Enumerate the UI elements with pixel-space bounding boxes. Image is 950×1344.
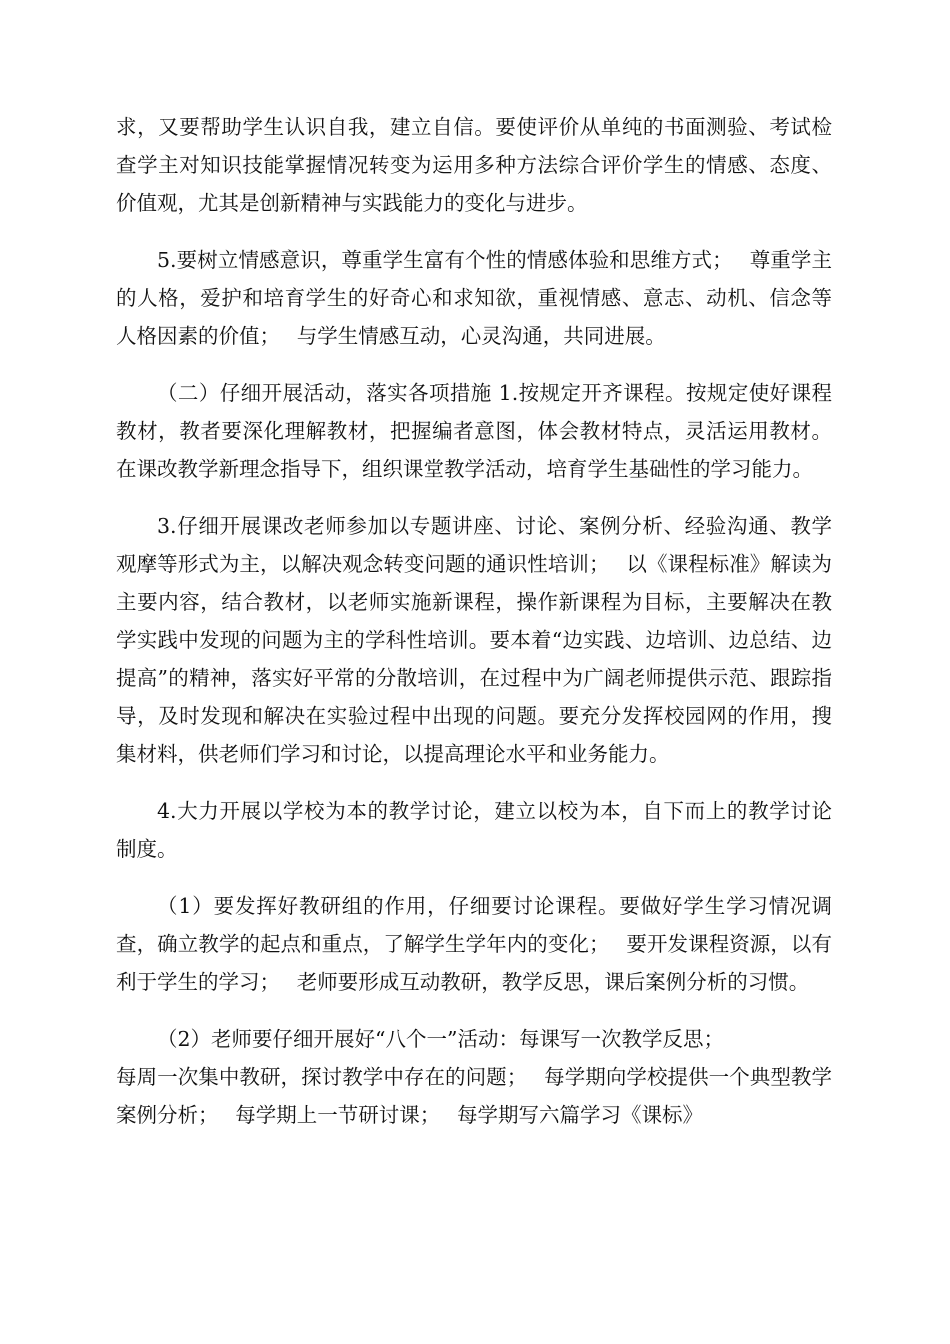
document-body bbox=[116, 108, 832, 1153]
paragraph-subitem-1-teaching-group: （1）要发挥好教研组的作用，仔细要讨论课程。要做好学生学习情况调查，确立教学的起点和重点，了解学生学年内的变化； 要开发课程资源，以有利于学生的学习； 老师要形成互动教研，教学反思，课后案例分析的习惯。 bbox=[116, 894, 832, 994]
paragraph-item-5-emotion: 5.要树立情感意识，尊重学生富有个性的情感体验和思维方式； 尊重学主的人格，爱护和培育学生的好奇心和求知欲，重视情感、意志、动机、信念等人格因素的价值； 与学生情感互动，心灵沟通，共同进展。 bbox=[116, 248, 832, 348]
paragraph-subitem-2-eight-ones: （2）老师要仔细开展好“八个一”活动：每课写一次教学反思； 每周一次集中教研，探讨教学中存在的问题； 每学期向学校提供一个典型教学案例分析； 每学期上一节研讨课； 每学期写六篇学习《课标》 bbox=[116, 1027, 832, 1127]
paragraph-evaluation-continued: 求，又要帮助学生认识自我，建立自信。要使评价从单纯的书面测验、考试检查学主对知识技能掌握情况转变为运用多种方法综合评价学生的情感、态度、价值观，尤其是创新精神与实践能力的变化与进步。 bbox=[116, 115, 832, 215]
paragraph-section-2-activities: （二）仔细开展活动，落实各项措施 1.按规定开齐课程。按规定使好课程教材，教者要深化理解教材，把握编者意图，体会教材特点，灵活运用教材。在课改教学新理念指导下，组织课堂教学活动，培育学生基础性的学习能力。 bbox=[116, 381, 832, 481]
paragraph-item-4-school-research: 4.大力开展以学校为本的教学讨论，建立以校为本，自下而上的教学讨论制度。 bbox=[116, 799, 832, 861]
paragraph-item-3-training: 3.仔细开展课改老师参加以专题讲座、讨论、案例分析、经验沟通、教学观摩等形式为主，以解决观念转变问题的通识性培训； 以《课程标准》解读为主要内容，结合教材，以老师实施新课程，操作新课程为目标，主要解决在教学实践中发现的问题为主的学科性培训。要本着“边实践、边培训、边总结、边提高”的精神，落实好平常的分散培训，在过程中为广阔老师提供示范、跟踪指导，及时发现和解决在实验过程中出现的问题。要充分发挥校园网的作用，搜集材料，供老师们学习和讨论，以提高理论水平和业务能力。 bbox=[116, 514, 832, 766]
